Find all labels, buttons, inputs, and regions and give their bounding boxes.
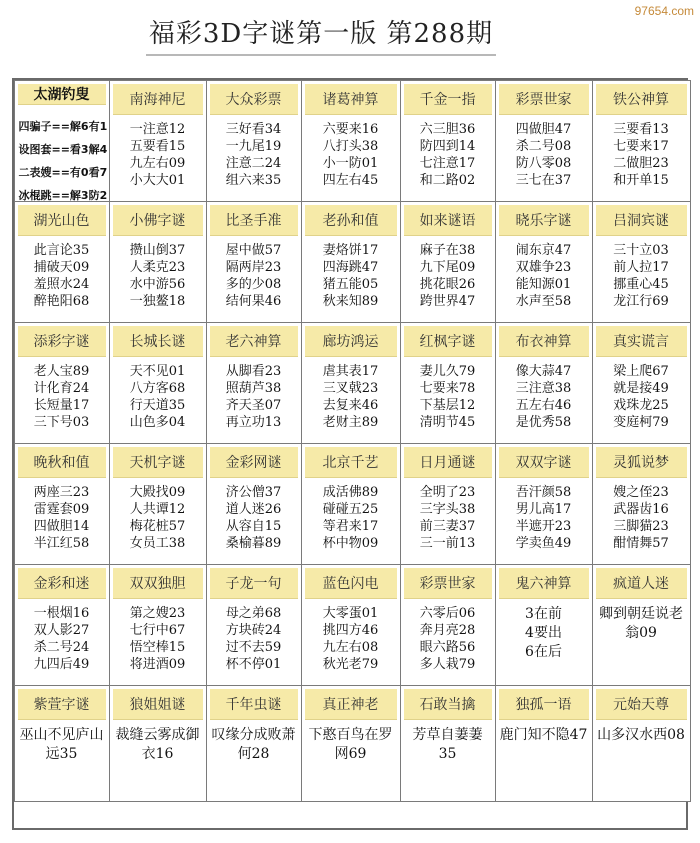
cell-header: 疯道人迷 (596, 568, 687, 599)
cell-body (15, 357, 109, 443)
riddle-line: 双人影27 (33, 622, 90, 638)
riddle-cell (109, 443, 207, 565)
riddle-line: 七注意17 (419, 155, 476, 171)
riddle-cell (400, 322, 496, 444)
riddle-line: 裁缝云雾成御衣16 (115, 726, 200, 762)
cell-header: 如来谜语 (404, 205, 492, 236)
cell-header: 千金一指 (404, 84, 492, 115)
riddle-line: 小一防01 (322, 155, 379, 171)
riddle-line: 九左右08 (322, 639, 379, 655)
riddle-line: 七要来17 (613, 138, 669, 154)
cell-header: 诸葛神算 (305, 84, 397, 115)
cell-body (110, 720, 206, 801)
riddle-line: 小大大01 (129, 172, 186, 188)
riddle-cell (14, 322, 110, 444)
riddle-line: 麻子在38 (419, 242, 476, 258)
cell-header: 红枫字谜 (404, 326, 492, 357)
riddle-line: 母之弟68 (225, 605, 282, 621)
cell-header: 日月通谜 (404, 447, 492, 478)
riddle-cell (495, 201, 593, 323)
riddle-line: 鹿门知不隐47 (499, 726, 588, 743)
cell-body (110, 599, 206, 685)
riddle-line: 两座三23 (33, 484, 90, 500)
riddle-line: 天不见01 (129, 363, 186, 379)
riddle-line: 女员工38 (129, 535, 186, 551)
riddle-cell (301, 80, 401, 202)
cell-header: 灵狐说梦 (596, 447, 687, 478)
riddle-line: 攒山倒37 (129, 242, 186, 258)
riddle-table (12, 78, 688, 830)
cell-body (401, 236, 495, 322)
riddle-line: 一独鳌18 (129, 293, 186, 309)
riddle-line: 全明了23 (419, 484, 476, 500)
riddle-line: 卿到朝廷说老翁09 (599, 605, 683, 641)
riddle-line: 组六来35 (225, 172, 282, 188)
riddle-line: 老人宝89 (33, 363, 90, 379)
cell-body (401, 115, 495, 201)
riddle-line: 巫山不见庐山远35 (19, 726, 104, 762)
cell-body (302, 115, 400, 201)
riddle-cell (206, 80, 302, 202)
riddle-line: 山色多04 (129, 414, 186, 430)
cell-body (15, 478, 109, 564)
riddle-cell (592, 322, 691, 444)
cell-body (15, 105, 109, 202)
riddle-cell (301, 685, 401, 802)
riddle-line: 二做胆23 (613, 155, 669, 171)
riddle-line: 行天道35 (129, 397, 186, 413)
riddle-line: 三十立03 (613, 242, 669, 258)
riddle-line: 隔两岸23 (225, 259, 282, 275)
riddle-line: 双雄争23 (515, 259, 572, 275)
riddle-line: 注意二24 (225, 155, 282, 171)
cell-body (207, 357, 301, 443)
riddle-line: 山多汉水西08 (597, 726, 685, 743)
riddle-line: 碰碰五25 (322, 501, 379, 517)
riddle-cell (14, 201, 110, 323)
riddle-line: 眼六路56 (419, 639, 476, 655)
riddle-cell (592, 201, 691, 323)
riddle-line: 人柔克23 (129, 259, 186, 275)
cell-header: 彩票世家 (499, 84, 589, 115)
riddle-line: 变庭柯79 (613, 414, 669, 430)
riddle-cell (206, 322, 302, 444)
riddle-line: 醉艳阳68 (33, 293, 90, 309)
riddle-line: 九四后49 (33, 656, 90, 672)
cell-body (593, 115, 690, 201)
riddle-line: 四左右45 (322, 172, 379, 188)
cell-header: 双双字谜 (499, 447, 589, 478)
riddle-cell (109, 564, 207, 686)
riddle-cell (206, 201, 302, 323)
cell-body (401, 720, 495, 801)
riddle-line: 从脚看23 (225, 363, 282, 379)
riddle-line: 四骗子==解6有1 (18, 119, 108, 133)
riddle-line: 杀二号24 (33, 639, 90, 655)
riddle-cell (400, 443, 496, 565)
cell-body (593, 357, 690, 443)
cell-header: 廊坊鸿运 (305, 326, 397, 357)
riddle-cell (14, 564, 110, 686)
riddle-line: 道人迷26 (225, 501, 282, 517)
riddle-line: 九下尾09 (419, 259, 476, 275)
riddle-line: 人共谭12 (129, 501, 186, 517)
riddle-line: 跨世界47 (419, 293, 476, 309)
riddle-line: 龙江行69 (613, 293, 669, 309)
riddle-line: 冰棍跳==解3防2 (18, 188, 108, 202)
riddle-line: 四海跳47 (322, 259, 379, 275)
riddle-cell (301, 564, 401, 686)
cell-body (207, 599, 301, 685)
cell-body (593, 236, 690, 322)
riddle-line: 桑榆暮89 (225, 535, 282, 551)
riddle-cell (400, 201, 496, 323)
cell-body (593, 720, 690, 801)
riddle-cell (495, 443, 593, 565)
riddle-line: 三注意38 (515, 380, 572, 396)
cell-body (496, 115, 592, 201)
riddle-cell (109, 685, 207, 802)
riddle-line: 防八零08 (515, 155, 572, 171)
riddle-line: 五要看15 (129, 138, 186, 154)
riddle-line: 吾汗颜58 (515, 484, 572, 500)
riddle-line: 就是接49 (613, 380, 669, 396)
cell-header: 紫萱字谜 (18, 689, 106, 720)
riddle-line: 酣情舞57 (613, 535, 669, 551)
riddle-line: 再立功13 (225, 414, 282, 430)
cell-header: 蓝色闪电 (305, 568, 397, 599)
cell-header: 老六神算 (210, 326, 298, 357)
riddle-line: 叹缘分成败萧何28 (211, 726, 296, 762)
cell-header: 双双独胆 (113, 568, 203, 599)
riddle-cell (495, 685, 593, 802)
riddle-line: 虐其表17 (322, 363, 379, 379)
riddle-line: 奔月亮28 (419, 622, 476, 638)
riddle-line: 将进酒09 (129, 656, 186, 672)
riddle-cell (109, 201, 207, 323)
riddle-cell (400, 564, 496, 686)
cell-header: 独孤一语 (499, 689, 589, 720)
cell-header: 晓乐字谜 (499, 205, 589, 236)
riddle-cell (206, 564, 302, 686)
riddle-line: 大殿找09 (129, 484, 186, 500)
cell-header: 小佛字谜 (113, 205, 203, 236)
riddle-line: 妻烙饼17 (322, 242, 379, 258)
riddle-line: 清明节45 (419, 414, 476, 430)
riddle-line: 妻儿久79 (419, 363, 476, 379)
riddle-line: 九左右09 (129, 155, 186, 171)
riddle-line: 一九尾19 (225, 138, 282, 154)
riddle-line: 4要出 (525, 624, 562, 641)
riddle-line: 捕破天09 (33, 259, 90, 275)
riddle-cell (495, 80, 593, 202)
cell-header: 大众彩票 (210, 84, 298, 115)
cell-header: 添彩字谜 (18, 326, 106, 357)
cell-body (401, 599, 495, 685)
riddle-line: 猪五能05 (322, 276, 379, 292)
cell-body (302, 599, 400, 685)
cell-header: 子龙一句 (210, 568, 298, 599)
riddle-line: 水声至58 (515, 293, 572, 309)
cell-header: 狼姐姐谜 (113, 689, 203, 720)
riddle-line: 3在前 (525, 605, 562, 622)
riddle-line: 八方客68 (129, 380, 186, 396)
riddle-cell (206, 443, 302, 565)
riddle-line: 嫂之侄23 (613, 484, 669, 500)
riddle-line: 半遮开23 (515, 518, 572, 534)
riddle-line: 戏珠龙25 (613, 397, 669, 413)
cell-body (207, 720, 301, 801)
riddle-line: 前三妻37 (419, 518, 476, 534)
riddle-line: 和开单15 (613, 172, 669, 188)
riddle-cell (400, 80, 496, 202)
riddle-line: 梁上爬67 (613, 363, 669, 379)
riddle-line: 五左右46 (515, 397, 572, 413)
riddle-line: 齐天圣07 (225, 397, 282, 413)
riddle-line: 多的少08 (225, 276, 282, 292)
cell-header: 千年虫谜 (210, 689, 298, 720)
riddle-line: 三好看34 (225, 121, 282, 137)
cell-header: 天机字谜 (113, 447, 203, 478)
cell-body (110, 115, 206, 201)
riddle-cell (592, 685, 691, 802)
riddle-cell (301, 201, 401, 323)
riddle-cell (495, 322, 593, 444)
cell-body (593, 478, 690, 564)
site-watermark: 97654.com (634, 4, 694, 18)
cell-body (302, 357, 400, 443)
riddle-line: 四做胆14 (33, 518, 90, 534)
cell-header: 老孙和值 (305, 205, 397, 236)
riddle-cell (400, 685, 496, 802)
riddle-line: 杯不停01 (225, 656, 282, 672)
riddle-line: 长短量17 (33, 397, 90, 413)
cell-body (207, 236, 301, 322)
riddle-line: 成活佛89 (322, 484, 379, 500)
riddle-line: 从容自15 (225, 518, 282, 534)
riddle-line: 和二路02 (419, 172, 476, 188)
cell-body (496, 357, 592, 443)
cell-header: 真正神老 (305, 689, 397, 720)
riddle-cell (109, 322, 207, 444)
riddle-line: 八打头38 (322, 138, 379, 154)
cell-body (401, 357, 495, 443)
cell-header: 真实谎言 (596, 326, 687, 357)
cell-header: 长城长谜 (113, 326, 203, 357)
riddle-line: 此言论35 (33, 242, 90, 258)
riddle-cell (592, 564, 691, 686)
riddle-line: 设图套==看3解4 (18, 142, 108, 156)
riddle-line: 四做胆47 (515, 121, 572, 137)
cell-body (496, 599, 592, 685)
riddle-cell (206, 685, 302, 802)
riddle-cell (301, 322, 401, 444)
riddle-line: 六零后06 (419, 605, 476, 621)
riddle-line: 杯中物09 (322, 535, 379, 551)
riddle-line: 二表嫂==有0看7 (18, 165, 108, 179)
riddle-cell (301, 443, 401, 565)
riddle-line: 方块砖24 (225, 622, 282, 638)
riddle-line: 能知源01 (515, 276, 572, 292)
riddle-line: 男儿高17 (515, 501, 572, 517)
riddle-line: 三要看13 (613, 121, 669, 137)
riddle-line: 等君来17 (322, 518, 379, 534)
riddle-cell (14, 443, 110, 565)
riddle-line: 前人拉17 (613, 259, 669, 275)
riddle-line: 三一前13 (419, 535, 476, 551)
riddle-line: 挪重心45 (613, 276, 669, 292)
riddle-line: 半江红58 (33, 535, 90, 551)
cell-header: 北京千艺 (305, 447, 397, 478)
riddle-line: 下憨百鸟在罗网69 (308, 726, 393, 762)
riddle-line: 防四到14 (419, 138, 476, 154)
riddle-cell (592, 80, 691, 202)
riddle-line: 过不去59 (225, 639, 282, 655)
riddle-line: 是优秀58 (515, 414, 572, 430)
riddle-line: 三脚猫23 (613, 518, 669, 534)
riddle-line: 多人栽79 (419, 656, 476, 672)
riddle-line: 计化育24 (33, 380, 90, 396)
riddle-line: 大零蛋01 (322, 605, 379, 621)
cell-body (593, 599, 690, 685)
cell-body (207, 115, 301, 201)
riddle-line: 三字头38 (419, 501, 476, 517)
riddle-line: 去复来46 (322, 397, 379, 413)
riddle-line: 七要来78 (419, 380, 476, 396)
riddle-line: 三叉戟23 (322, 380, 379, 396)
cell-body (302, 236, 400, 322)
cell-body (15, 599, 109, 685)
riddle-line: 六三胆36 (419, 121, 476, 137)
riddle-line: 三七在37 (515, 172, 572, 188)
cell-body (496, 720, 592, 801)
riddle-line: 屋中做57 (225, 242, 282, 258)
riddle-line: 三下号03 (33, 414, 90, 430)
riddle-line: 雷霆套09 (33, 501, 90, 517)
riddle-line: 老财主89 (322, 414, 379, 430)
riddle-line: 像大蒜47 (515, 363, 572, 379)
riddle-cell (14, 80, 110, 202)
cell-header: 金彩网谜 (210, 447, 298, 478)
riddle-cell (109, 80, 207, 202)
cell-body (207, 478, 301, 564)
cell-body (15, 720, 109, 801)
riddle-line: 七行中67 (129, 622, 186, 638)
riddle-line: 悟空棒15 (129, 639, 186, 655)
riddle-line: 照葫芦38 (225, 380, 282, 396)
riddle-cell (592, 443, 691, 565)
cell-header: 南海神尼 (113, 84, 203, 115)
cell-header: 金彩和迷 (18, 568, 106, 599)
cell-body (110, 236, 206, 322)
riddle-line: 第之嫂23 (129, 605, 186, 621)
cell-header: 彩票世家 (404, 568, 492, 599)
cell-body (496, 236, 592, 322)
riddle-line: 杀二号08 (515, 138, 572, 154)
cell-header: 吕洞宾谜 (596, 205, 687, 236)
cell-body (302, 720, 400, 801)
riddle-cell (495, 564, 593, 686)
cell-body (302, 478, 400, 564)
cell-header: 晚秋和值 (18, 447, 106, 478)
riddle-line: 一根烟16 (33, 605, 90, 621)
page-header (0, 0, 700, 62)
riddle-cell (14, 685, 110, 802)
riddle-line: 济公僧37 (225, 484, 282, 500)
riddle-line: 羞照水24 (33, 276, 90, 292)
title-box (146, 8, 496, 56)
riddle-line: 挑四方46 (322, 622, 379, 638)
cell-header: 比圣手准 (210, 205, 298, 236)
riddle-line: 闹东京47 (515, 242, 572, 258)
riddle-line: 6在后 (525, 643, 562, 660)
riddle-line: 挑花眼26 (419, 276, 476, 292)
page-title: 福彩3D字谜第一版 第288期 (148, 18, 494, 49)
riddle-line: 梅花桩57 (129, 518, 186, 534)
riddle-line: 水中游56 (129, 276, 186, 292)
riddle-line: 武器齿16 (613, 501, 669, 517)
riddle-line: 芳草自萋萋35 (412, 726, 483, 762)
riddle-line: 一注意12 (129, 121, 186, 137)
cell-body (496, 478, 592, 564)
cell-body (110, 357, 206, 443)
cell-header: 湖光山色 (18, 205, 106, 236)
cell-header: 太湖钓叟 (18, 84, 106, 105)
riddle-line: 结何果46 (225, 293, 282, 309)
riddle-line: 下基层12 (419, 397, 476, 413)
cell-header: 元始天尊 (596, 689, 687, 720)
riddle-line: 秋来知89 (322, 293, 379, 309)
cell-header: 鬼六神算 (499, 568, 589, 599)
cell-body (401, 478, 495, 564)
riddle-line: 学卖鱼49 (515, 535, 572, 551)
riddle-line: 秋光老79 (322, 656, 379, 672)
riddle-line: 六要来16 (322, 121, 379, 137)
cell-body (110, 478, 206, 564)
cell-header: 石敢当擒 (404, 689, 492, 720)
cell-header: 布衣神算 (499, 326, 589, 357)
cell-header: 铁公神算 (596, 84, 687, 115)
cell-body (15, 236, 109, 322)
